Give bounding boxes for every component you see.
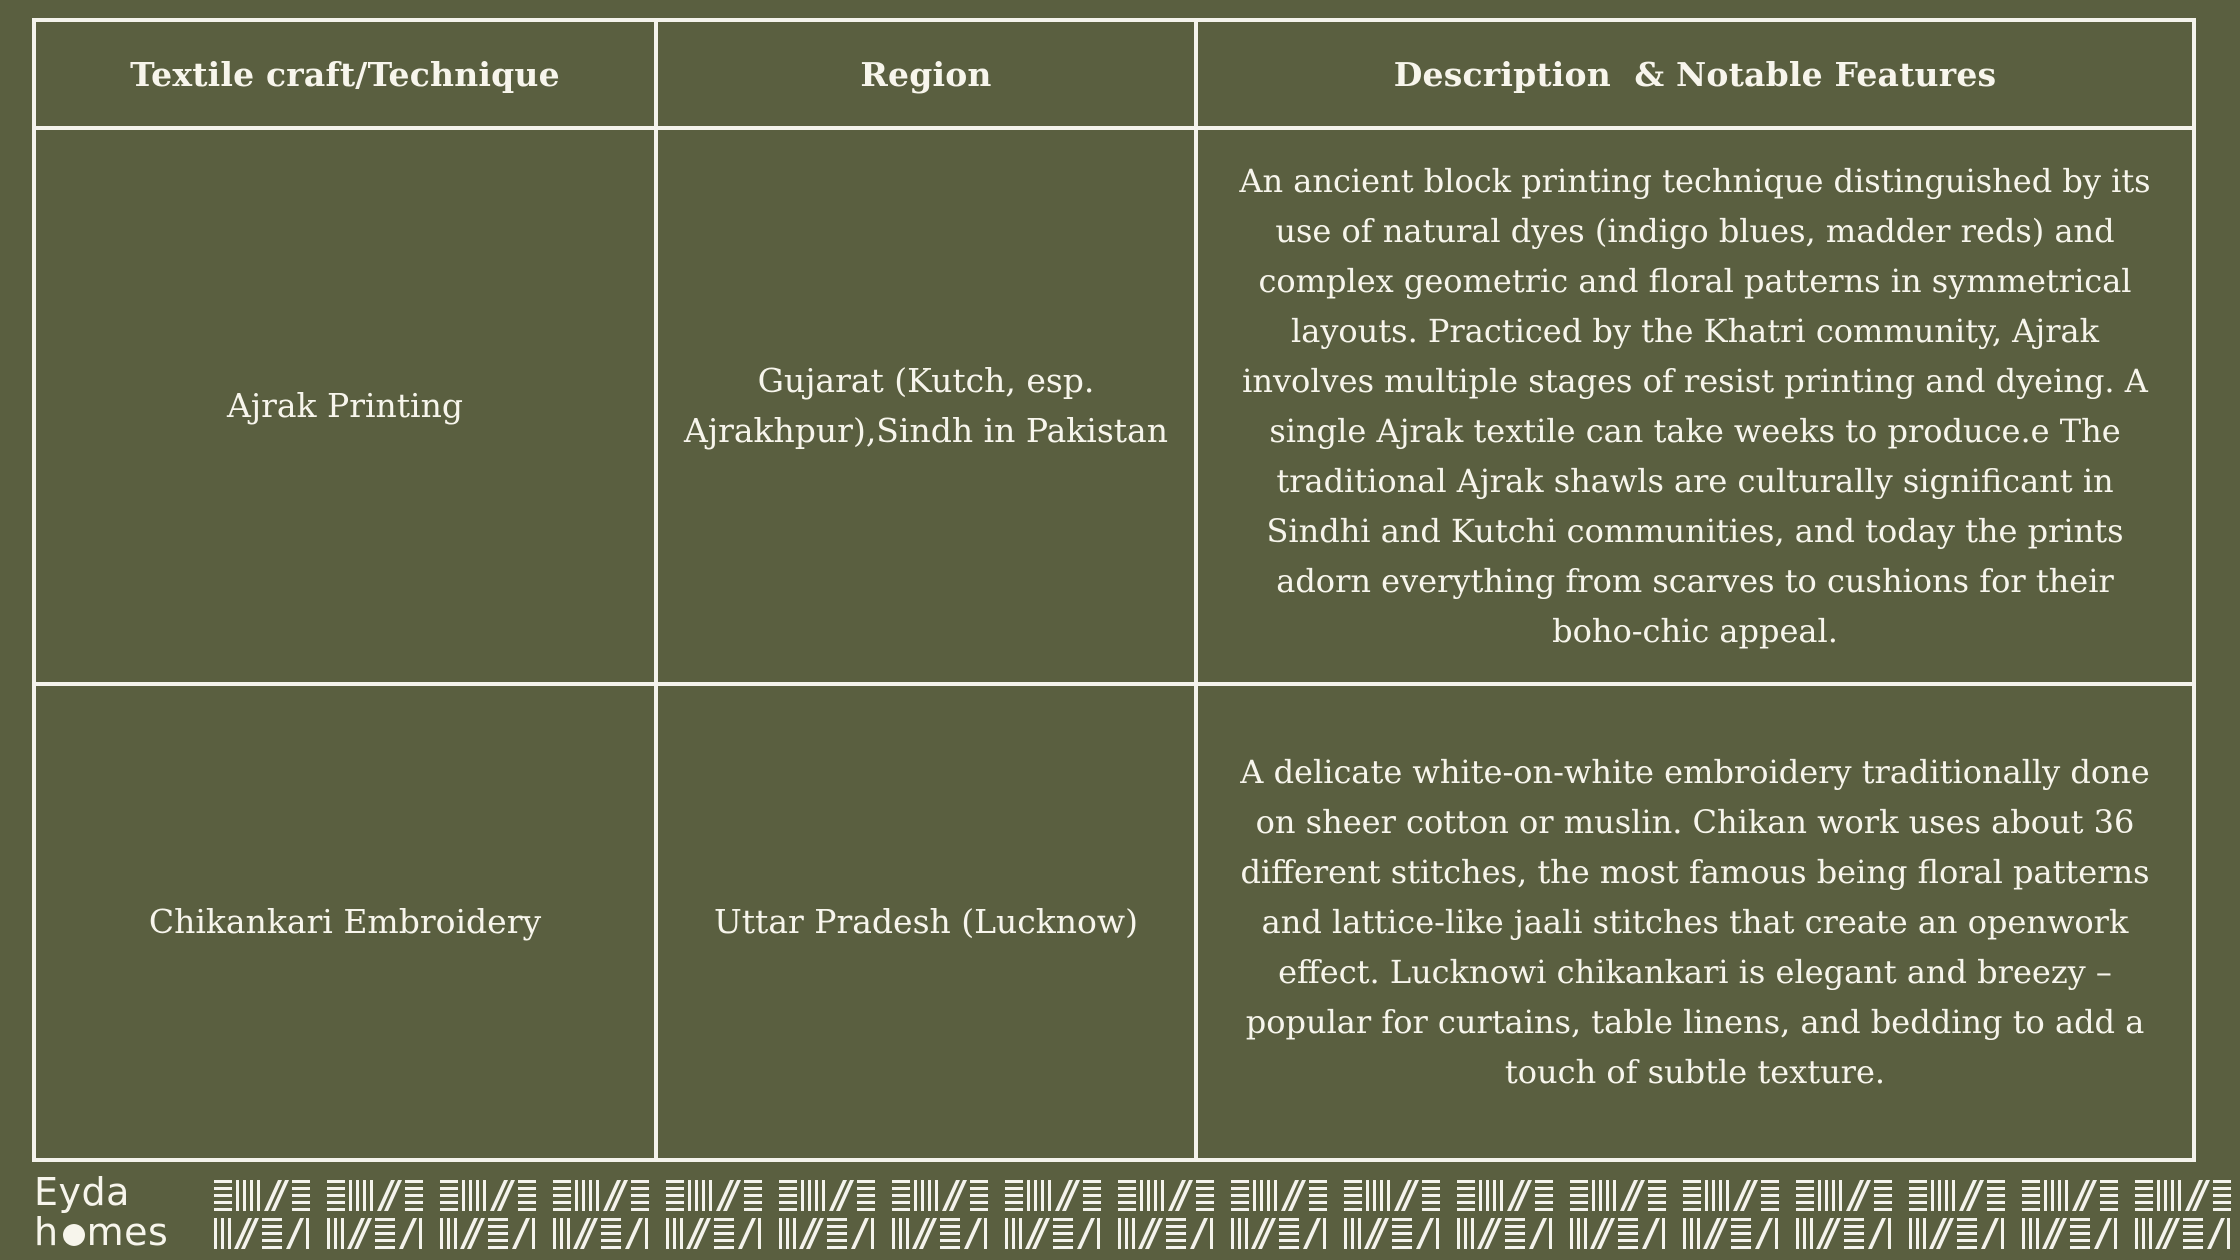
region-line: Gujarat (Kutch, esp. <box>757 361 1095 400</box>
header-craft: Textile craft/Technique <box>36 22 656 128</box>
region-line: Uttar Pradesh (Lucknow) <box>713 902 1139 941</box>
table-row <box>36 128 2192 684</box>
eyda-homes-logo <box>34 1172 168 1252</box>
region-cell <box>656 684 1196 1158</box>
description-cell: An ancient block printing technique distinguished by its use of natural dyes (indigo blues, madder reds) and complex geometric and floral patterns in symmetrical layouts. Practiced by the Khatri community, Ajrak involves multiple stages of resist printing and dyeing. A single Ajrak textile can take weeks to produce.e The traditional Ajrak shawls are culturally significant in Sindhi and Kutchi communities, and today the prints adorn everything from scarves to cushions for their boho-chic appeal. <box>1196 128 2192 684</box>
crafts-table-container <box>32 18 2196 1162</box>
table-header-row <box>36 22 2192 128</box>
woven-pattern-icon <box>214 1178 2240 1252</box>
crafts-table <box>36 22 2192 1158</box>
logo-word-homes <box>34 1212 168 1252</box>
description-cell: A delicate white-on-white embroidery traditionally done on sheer cotton or muslin. Chikan work uses about 36 different stitches, the most famous being floral patterns and lattice-like jaali stitches that create an openwork effect. Lucknowi chikankari is elegant and breezy – popular for curtains, table linens, and bedding to add a touch of subtle texture. <box>1196 684 2192 1158</box>
logo-letter: mes <box>86 1210 169 1254</box>
footer <box>0 1168 2240 1260</box>
logo-word-eyda: Eyda <box>34 1170 130 1214</box>
table-row <box>36 684 2192 1158</box>
region-line: Ajrakhpur),Sindh in Pakistan <box>684 411 1168 450</box>
region-cell <box>656 128 1196 684</box>
logo-dot-icon <box>63 1224 85 1246</box>
header-description: Description & Notable Features <box>1196 22 2192 128</box>
logo-letter: h <box>34 1210 59 1254</box>
craft-name-cell: Chikankari Embroidery <box>36 684 656 1158</box>
header-region: Region <box>656 22 1196 128</box>
craft-name-cell: Ajrak Printing <box>36 128 656 684</box>
